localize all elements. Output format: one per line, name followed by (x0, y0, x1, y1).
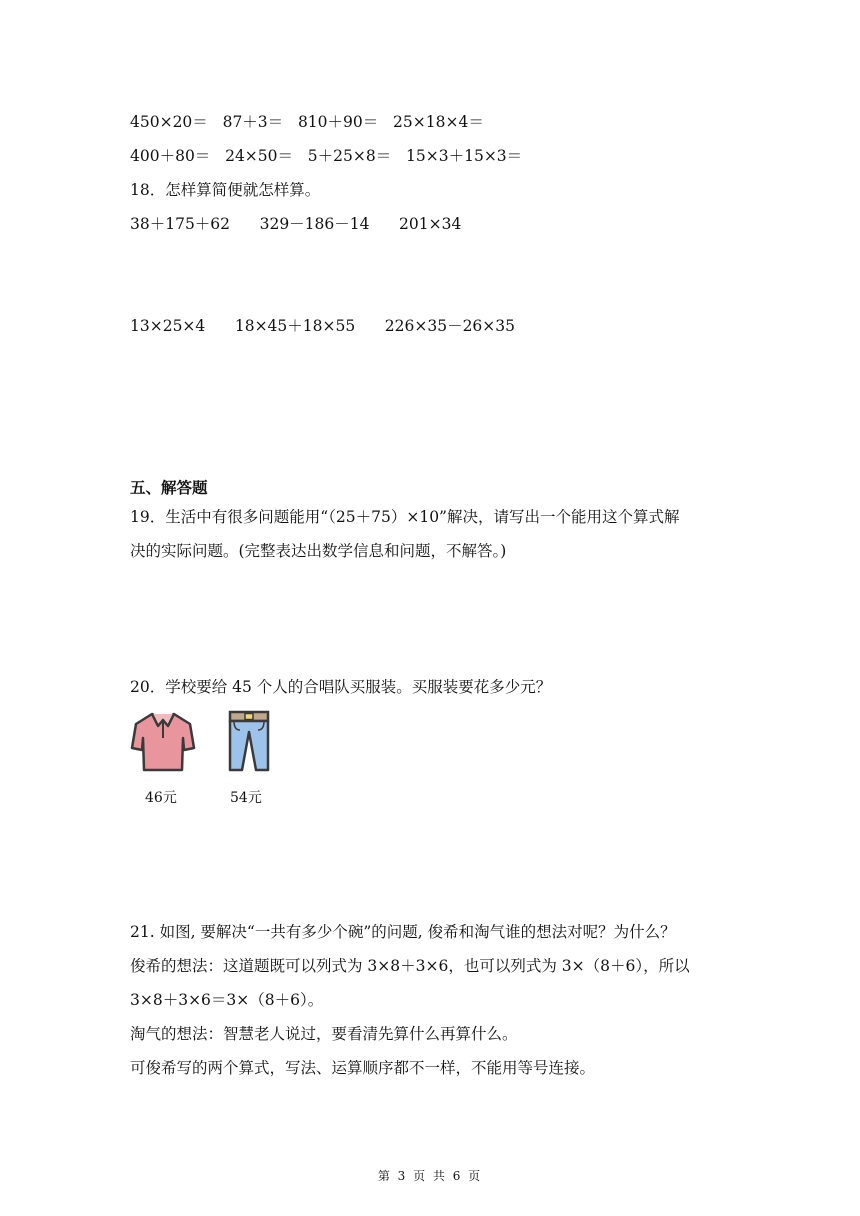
shirt-icon (128, 708, 198, 774)
question-19-line-1: 19．生活中有很多问题能用“（25＋75）×10”解决，请写出一个能用这个算式解 (130, 508, 680, 526)
calc-row-2: 400＋80＝ 24×50＝ 5＋25×8＝ 15×3＋15×3＝ (130, 147, 523, 165)
question-21: 21. 如图, 要解决“一共有多少个碗”的问题, 俊希和淘气谁的想法对呢？为什么？ (130, 923, 676, 941)
q18-row-1: 38＋175＋62 329－186－14 201×34 (130, 215, 462, 233)
taoqi-idea-line-1: 淘气的想法：智慧老人说过，要看清先算什么再算什么。 (130, 1025, 518, 1043)
calc-row-1: 450×20＝ 87＋3＝ 810＋90＝ 25×18×4＝ (130, 113, 484, 131)
question-19-line-2: 决的实际问题。(完整表达出数学信息和问题，不解答。) (130, 542, 507, 560)
junxi-idea-line-1: 俊希的想法：这道题既可以列式为 3×8＋3×6，也可以列式为 3×（8＋6），所以 (130, 957, 690, 975)
shirt-price: 46元 (145, 790, 177, 806)
page-footer: 第 3 页 共 6 页 (377, 1169, 483, 1183)
pants-icon (226, 708, 272, 774)
junxi-idea-line-2: 3×8＋3×6＝3×（8＋6）。 (130, 991, 324, 1009)
q18-row-2: 13×25×4 18×45＋18×55 226×35－26×35 (130, 317, 516, 335)
question-20: 20．学校要给 45 个人的合唱队买服装。买服装要花多少元？ (130, 678, 552, 696)
section-title: 五、解答题 (130, 479, 208, 497)
question-18: 18．怎样算简便就怎样算。 (130, 181, 321, 199)
pants-price: 54元 (230, 790, 262, 806)
taoqi-idea-line-2: 可俊希写的两个算式，写法、运算顺序都不一样，不能用等号连接。 (130, 1059, 596, 1077)
